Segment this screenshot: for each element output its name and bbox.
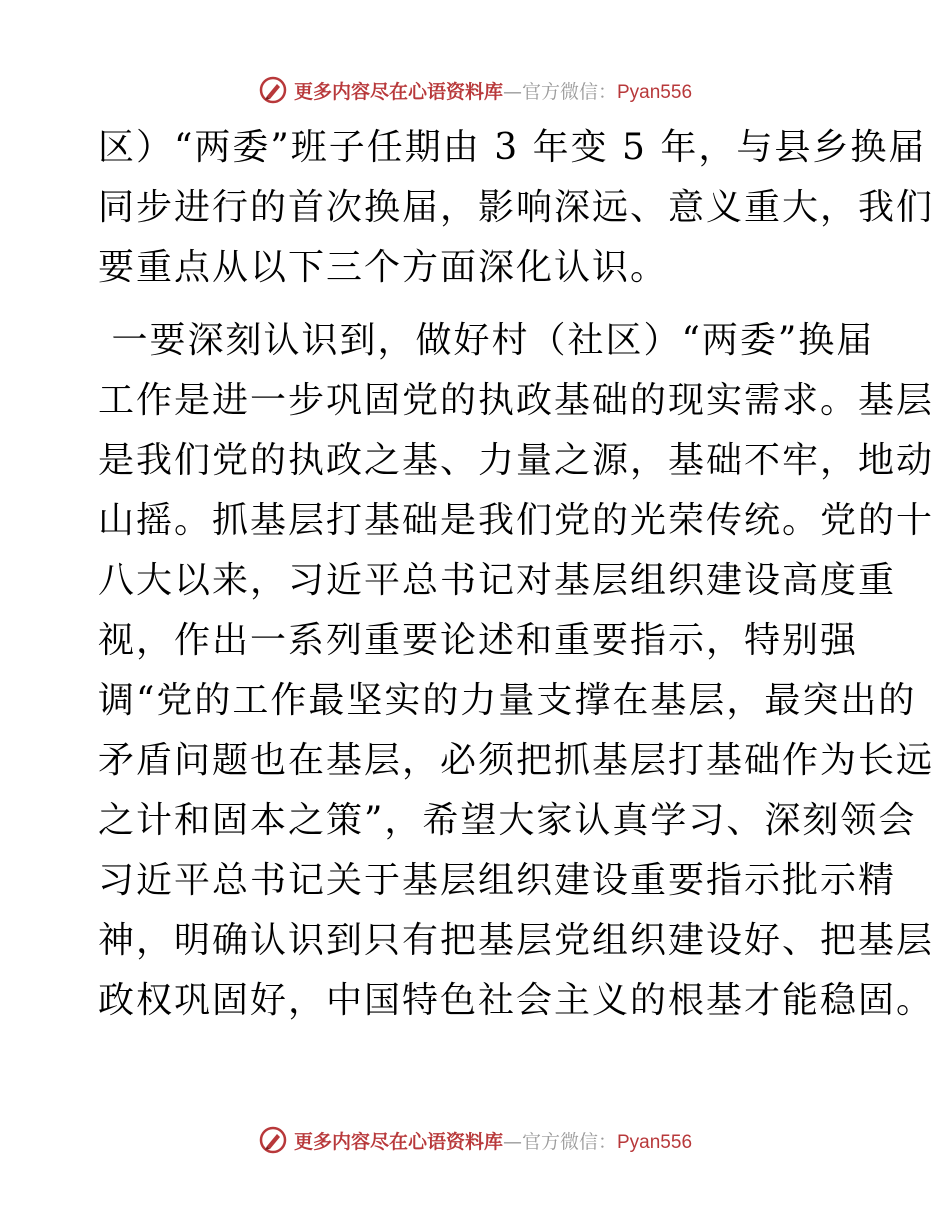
pen-logo-icon [258, 1125, 288, 1155]
pen-logo-icon [258, 75, 288, 105]
text-line: 区）“两委”班子任期由 3 年变 5 年，与县乡换届 [98, 127, 927, 168]
footer-watermark [0, 1120, 950, 1160]
text-line: 神，明确认识到只有把基层党组织建设好、把基层 [98, 920, 935, 961]
text-line: 习近平总书记关于基层组织建设重要指示批示精 [98, 860, 897, 901]
text-line: 矛盾问题也在基层，必须把抓基层打基础作为长远 [98, 740, 935, 781]
watermark-official-label: 官方微信： [521, 80, 617, 103]
text-line: 之计和固本之策”，希望大家认真学习、深刻领会 [98, 800, 917, 841]
paragraph-1 [98, 118, 935, 298]
text-line: 一要深刻认识到，做好村（社区）“两委”换届 [98, 320, 875, 361]
text-line: 八大以来，习近平总书记对基层组织建设高度重 [98, 560, 897, 601]
text-line: 山摇。抓基层打基础是我们党的光荣传统。党的十 [98, 500, 935, 541]
watermark-separator: — [502, 1130, 522, 1153]
watermark-brand: 更多内容尽在心语资料库 [293, 80, 503, 103]
watermark-text [294, 77, 692, 104]
watermark-wechat-id: Pyan556 [617, 81, 693, 103]
watermark-official-label: 官方微信： [521, 1130, 617, 1153]
watermark-wechat-id: Pyan556 [617, 1131, 693, 1153]
text-line: 工作是进一步巩固党的执政基础的现实需求。基层 [98, 380, 935, 421]
body-text [98, 118, 935, 1031]
watermark-separator: — [502, 80, 522, 103]
watermark-brand: 更多内容尽在心语资料库 [293, 1130, 503, 1153]
text-line: 调“党的工作最坚实的力量支撑在基层，最突出的 [98, 680, 917, 721]
header-watermark [0, 70, 950, 110]
text-line: 要重点从以下三个方面深化认识。 [98, 247, 669, 288]
text-line: 是我们党的执政之基、力量之源，基础不牢，地动 [98, 440, 935, 481]
paragraph-2 [98, 311, 935, 1031]
text-line: 视，作出一系列重要论述和重要指示，特别强 [98, 620, 859, 661]
watermark-text [294, 1127, 692, 1154]
text-line: 政权巩固好，中国特色社会主义的根基才能稳固。 [98, 980, 935, 1021]
text-line: 同步进行的首次换届，影响深远、意义重大，我们 [98, 187, 935, 228]
